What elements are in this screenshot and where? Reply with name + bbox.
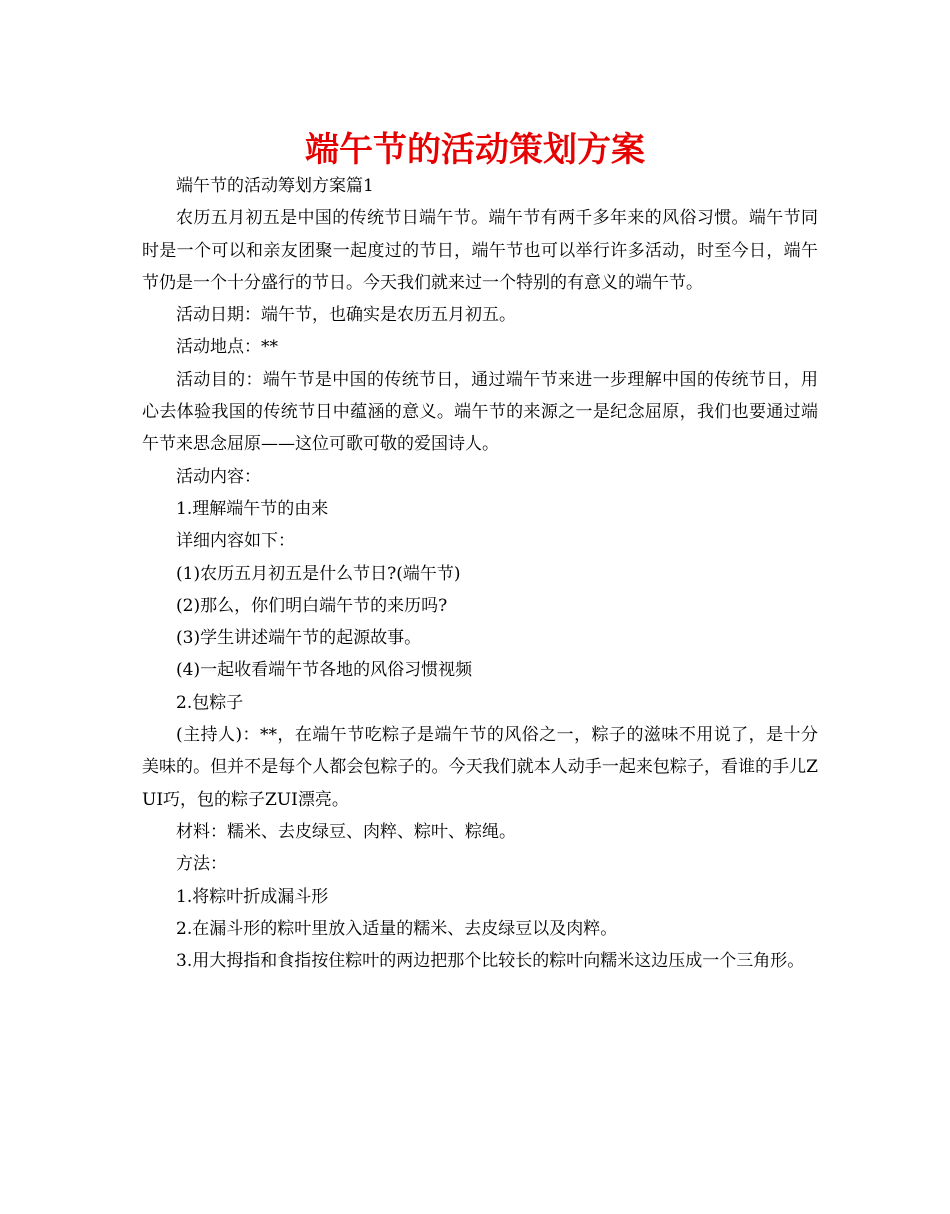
list-item: (1)农历五月初五是什么节日?(端午节) — [176, 563, 461, 584]
paragraph-subtitle: 端午节的活动筹划方案篇1 — [176, 176, 374, 196]
paragraph-location: 活动地点：** — [176, 337, 278, 358]
list-item: 2.包粽子 — [176, 692, 244, 713]
paragraph-date: 活动日期：端午节，也确实是农历五月初五。 — [176, 305, 516, 326]
list-item: 3.用大拇指和食指按住粽叶的两边把那个比较长的粽叶向糯米这边压成一个三角形。 — [176, 951, 805, 972]
list-item: (3)学生讲述端午节的起源故事。 — [176, 628, 422, 649]
list-item: (2)那么，你们明白端午节的来历吗? — [176, 595, 448, 616]
paragraph-purpose: 活动目的：端午节是中国的传统节日，通过端午节来进一步理解中国的传统节日，用心去体验我国的传统节日中蕴涵的意义。端午节的来源之一是纪念屈原，我们也要通过端午节来思念屈原——这位可歌可敬的爱国诗人。 — [142, 369, 818, 455]
list-item: 1.理解端午节的由来 — [176, 498, 329, 519]
paragraph-content-heading: 活动内容： — [176, 466, 261, 487]
paragraph: 详细内容如下： — [176, 531, 295, 552]
list-item: 2.在漏斗形的粽叶里放入适量的糯米、去皮绿豆以及肉粹。 — [176, 918, 618, 939]
list-item: 1.将粽叶折成漏斗形 — [176, 886, 329, 907]
paragraph: 农历五月初五是中国的传统节日端午节。端午节有两千多年来的风俗习惯。端午节同时是一个可以和亲友团聚一起度过的节日，端午节也可以举行许多活动，时至今日，端午节仍是一个十分盛行的节日。今天我们就来过一个特别的有意义的端午节。 — [142, 208, 818, 293]
document-title: 端午节的活动策划方案 — [305, 130, 645, 170]
paragraph-method-heading: 方法： — [176, 854, 227, 875]
document-body — [142, 170, 818, 977]
list-item: (4)一起收看端午节各地的风俗习惯视频 — [176, 660, 473, 681]
paragraph-materials: 材料：糯米、去皮绿豆、肉粹、粽叶、粽绳。 — [176, 821, 516, 842]
paragraph-host: (主持人)：**，在端午节吃粽子是端午节的风俗之一，粽子的滋味不用说了，是十分美味的。但并不是每个人都会包粽子的。今天我们就本人动手一起来包粽子，看谁的手儿ZUI巧，包的粽子ZUI漂亮。 — [142, 725, 818, 810]
